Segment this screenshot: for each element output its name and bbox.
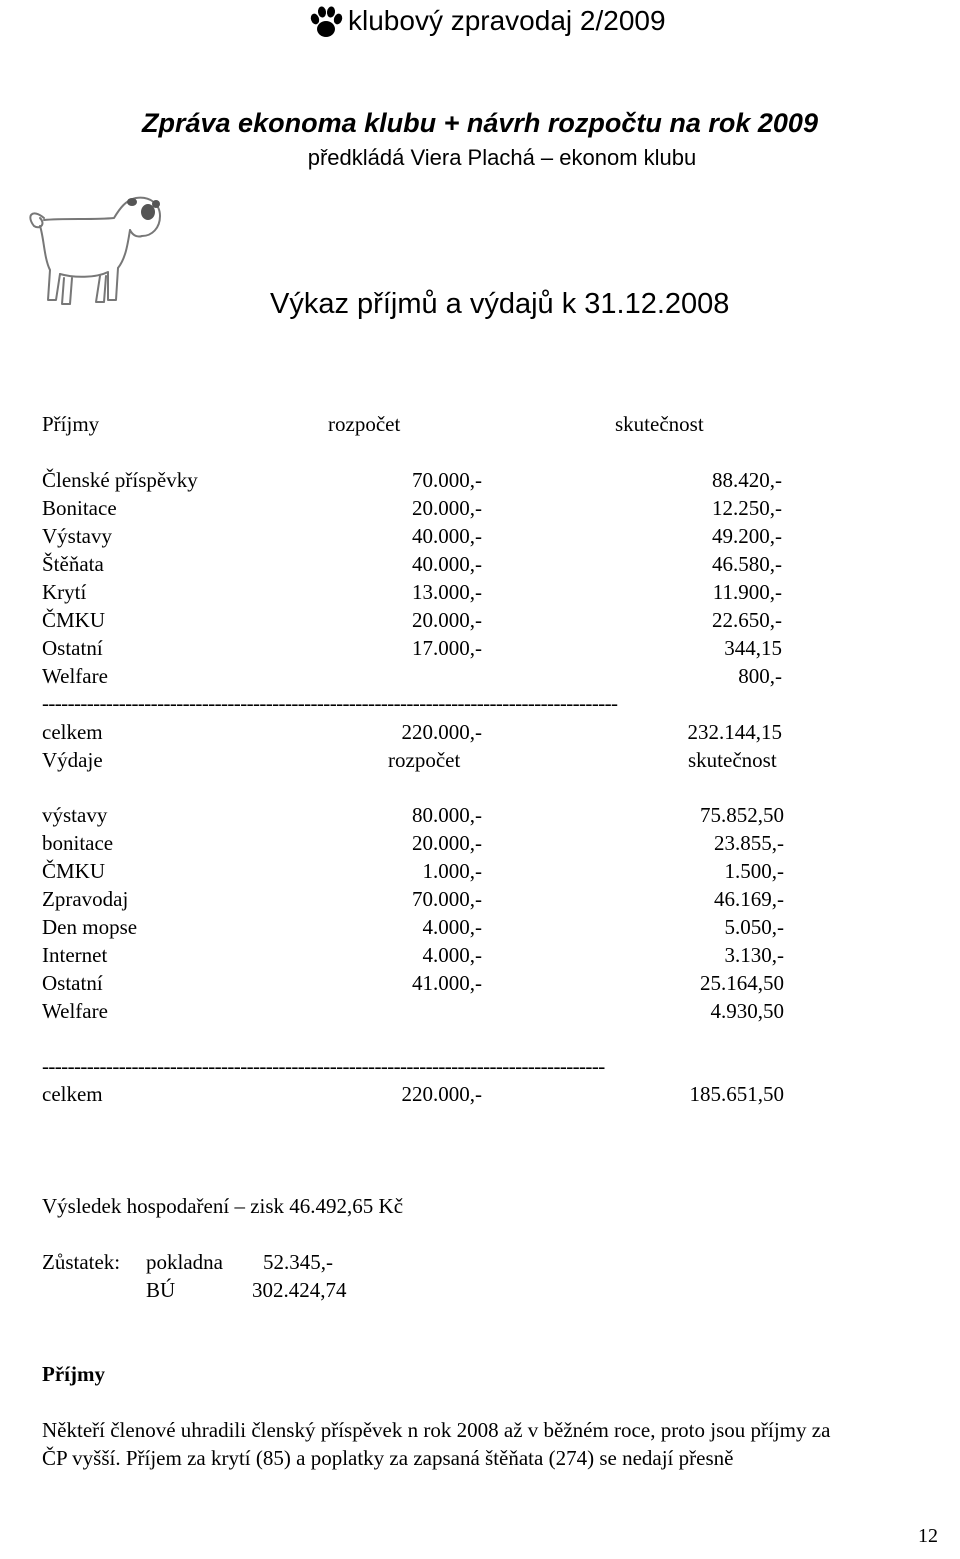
expenses-row-actual: 1.500,-: [724, 859, 784, 883]
expenses-row-label: Den mopse: [42, 915, 138, 939]
income-header-label: Příjmy: [42, 412, 100, 436]
income-row-budget: 70.000,-: [412, 468, 482, 492]
expenses-row-actual: 5.050,-: [724, 915, 784, 939]
paw-icon: [308, 4, 344, 40]
expenses-total-actual: 185.651,50: [689, 1082, 784, 1106]
income-total-budget: 220.000,-: [401, 720, 482, 744]
income-row-budget: 13.000,-: [412, 580, 482, 604]
expenses-row-label: Ostatní: [42, 971, 103, 995]
income-row-actual: 344,15: [724, 636, 782, 660]
expenses-row-label: Internet: [42, 943, 108, 967]
expenses-row-actual: 3.130,-: [724, 943, 784, 967]
income-row-label: Ostatní: [42, 636, 103, 660]
expenses-row-label: Welfare: [42, 999, 108, 1023]
expenses-row-budget: 70.000,-: [412, 887, 482, 911]
pug-illustration: [4, 178, 164, 313]
section-heading-income: Příjmy: [42, 1362, 105, 1386]
paragraph-line-2: ČP vyšší. Příjem za krytí (85) a poplatky za zapsaná štěňata (274) se nedají přesně: [42, 1446, 734, 1470]
expenses-header-actual: skutečnost: [688, 748, 777, 772]
expenses-row-actual: 75.852,50: [700, 803, 784, 827]
income-row-budget: 40.000,-: [412, 524, 482, 548]
balance-bank-value: 302.424,74: [252, 1278, 347, 1302]
income-row-budget: 17.000,-: [412, 636, 482, 660]
income-row-actual: 22.650,-: [712, 608, 782, 632]
income-row-budget: 20.000,-: [412, 496, 482, 520]
income-row-budget: 20.000,-: [412, 608, 482, 632]
expenses-row-budget: 20.000,-: [412, 831, 482, 855]
expenses-separator: ----------------------------------------------------------------------------------------: [42, 1054, 605, 1078]
expenses-row-budget: 4.000,-: [422, 915, 482, 939]
expenses-row-actual: 4.930,50: [710, 999, 784, 1023]
expenses-row-actual: 23.855,-: [714, 831, 784, 855]
income-separator: ------------------------------------------------------------------------------------------: [42, 691, 618, 715]
income-row-label: ČMKU: [42, 608, 106, 632]
income-row-label: Štěňata: [42, 552, 104, 576]
income-total-label: celkem: [42, 720, 103, 744]
paragraph-line-1: Někteří členové uhradili členský příspěvek n rok 2008 až v běžném roce, proto jsou příjmy za: [42, 1418, 831, 1442]
income-row-budget: 40.000,-: [412, 552, 482, 576]
income-total-actual: 232.144,15: [687, 720, 782, 744]
expenses-row-budget: 1.000,-: [422, 859, 482, 883]
expenses-row-budget: 41.000,-: [412, 971, 482, 995]
income-row-actual: 11.900,-: [712, 580, 782, 604]
income-row-label: Bonitace: [42, 496, 117, 520]
expenses-row-budget: 80.000,-: [412, 803, 482, 827]
expenses-total-label: celkem: [42, 1082, 103, 1106]
page-subtitle: předkládá Viera Plachá – ekonom klubu: [307, 145, 697, 170]
expenses-header-label: Výdaje: [42, 748, 103, 772]
income-row-label: Krytí: [42, 580, 87, 604]
income-row-label: Členské příspěvky: [42, 468, 198, 492]
balance-cash-value: 52.345,-: [263, 1250, 333, 1274]
report-title: Výkaz příjmů a výdajů k 31.12.2008: [270, 288, 730, 320]
income-row-actual: 88.420,-: [712, 468, 782, 492]
page-number: 12: [918, 1525, 938, 1547]
expenses-header-budget: rozpočet: [388, 748, 461, 772]
newsletter-header: klubový zpravodaj 2/2009: [348, 5, 666, 36]
income-row-label: Výstavy: [42, 524, 112, 548]
balance-cash-label: pokladna: [146, 1250, 223, 1274]
expenses-row-label: bonitace: [42, 831, 114, 855]
expenses-row-actual: 25.164,50: [700, 971, 784, 995]
expenses-total-budget: 220.000,-: [401, 1082, 482, 1106]
income-header-budget: rozpočet: [328, 412, 401, 436]
income-row-actual: 12.250,-: [712, 496, 782, 520]
expenses-row-label: výstavy: [42, 803, 108, 827]
income-row-actual: 800,-: [738, 664, 782, 688]
expenses-row-label: Zpravodaj: [42, 887, 129, 911]
balance-bank-label: BÚ: [146, 1278, 176, 1302]
income-header-actual: skutečnost: [615, 412, 704, 436]
expenses-row-actual: 46.169,-: [714, 887, 784, 911]
expenses-row-label: ČMKU: [42, 859, 106, 883]
balance-label: Zůstatek:: [42, 1250, 121, 1274]
income-row-label: Welfare: [42, 664, 108, 688]
income-row-actual: 46.580,-: [712, 552, 782, 576]
result-line: Výsledek hospodaření – zisk 46.492,65 Kč: [42, 1194, 404, 1218]
page-title: Zpráva ekonoma klubu + návrh rozpočtu na rok 2009: [142, 108, 818, 138]
income-row-actual: 49.200,-: [712, 524, 782, 548]
expenses-row-budget: 4.000,-: [422, 943, 482, 967]
